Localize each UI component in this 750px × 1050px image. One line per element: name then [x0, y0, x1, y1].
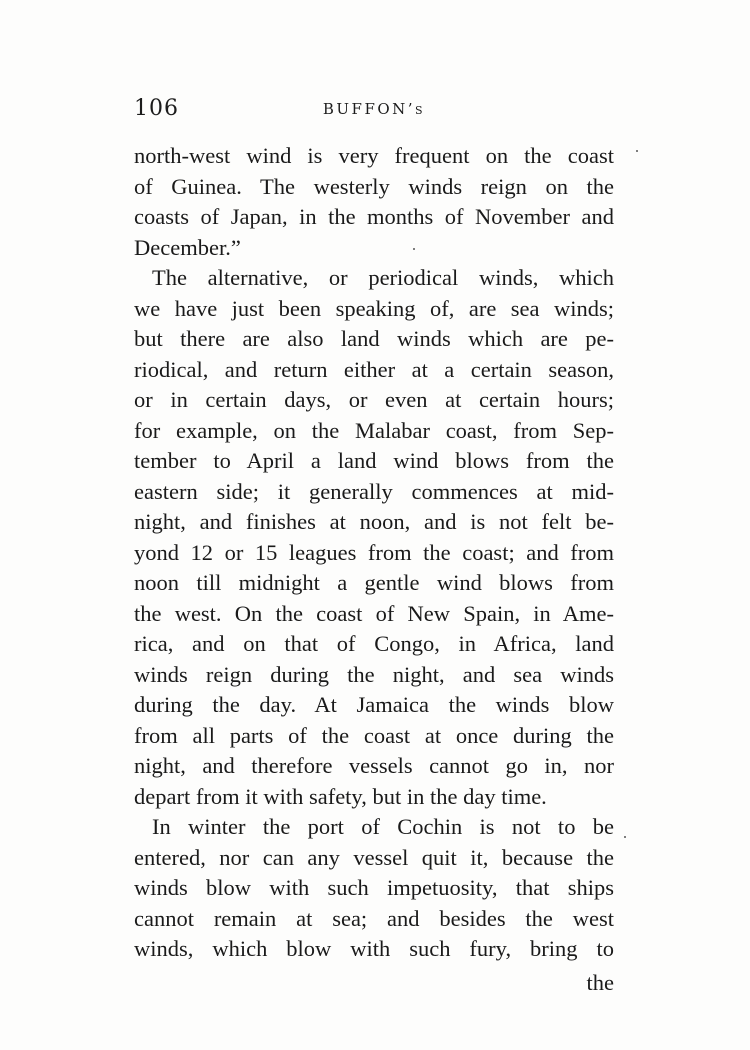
text-line: night, and therefore vessels cannot go in, nor — [134, 753, 614, 778]
paragraph-start-line: The alternative, or periodical winds, which — [152, 265, 614, 290]
text-line: noon till midnight a gentle wind blows from — [134, 570, 614, 595]
text-line: during the day. At Jamaica the winds blow — [134, 692, 614, 717]
text-line: or in certain days, or even at certain hours; — [134, 387, 614, 412]
text-line: but there are also land winds which are pe- — [134, 326, 614, 351]
text-line: the west. On the coast of New Spain, in Ame- — [134, 600, 614, 626]
text-line: winds, which blow with such fury, bring to — [134, 936, 614, 961]
paper-speck — [624, 836, 626, 838]
text-line: north-west wind is very frequent on the coast — [134, 143, 614, 168]
text-line: coasts of Japan, in the months of November and — [134, 204, 614, 229]
running-title: BUFFON’s — [322, 100, 426, 118]
paragraph-start-line: In winter the port of Cochin is not to be — [152, 814, 614, 839]
text-line: entered, nor can any vessel quit it, because the — [134, 844, 614, 870]
running-head — [134, 96, 614, 126]
text-line: eastern side; it generally commences at mid- — [134, 478, 614, 504]
text-line: tember to April a land wind blows from the — [134, 448, 614, 473]
text-line: yond 12 or 15 leagues from the coast; and from — [134, 539, 614, 565]
paper-speck — [636, 150, 638, 152]
text-line: winds blow with such impetuosity, that ships — [134, 875, 614, 900]
text-line: rica, and on that of Congo, in Africa, land — [134, 631, 614, 656]
paper-speck — [413, 248, 415, 250]
text-line: for example, on the Malabar coast, from Sep- — [134, 417, 614, 443]
page-number: 106 — [134, 96, 179, 121]
body-text — [134, 141, 614, 965]
text-line: winds reign during the night, and sea winds — [134, 661, 614, 687]
catchword: the — [586, 970, 614, 995]
text-line: riodical, and return either at a certain season, — [134, 356, 614, 382]
text-line: of Guinea. The westerly winds reign on the — [134, 173, 614, 199]
text-line: from all parts of the coast at once during the — [134, 722, 614, 748]
text-line: December.” — [134, 234, 241, 260]
text-line: we have just been speaking of, are sea winds; — [134, 295, 614, 321]
text-line: night, and finishes at noon, and is not felt be- — [134, 509, 614, 534]
text-line: depart from it with safety, but in the day time. — [134, 783, 547, 809]
text-line: cannot remain at sea; and besides the west — [134, 905, 614, 931]
